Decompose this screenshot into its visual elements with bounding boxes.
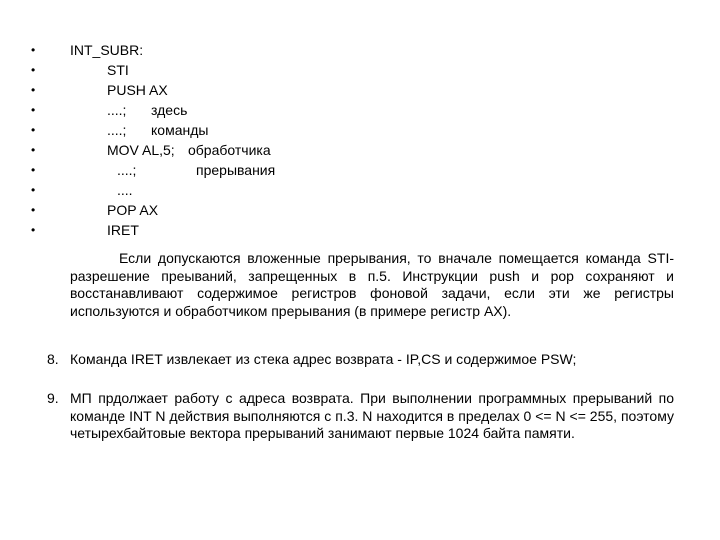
code-line bbox=[0, 40, 720, 60]
item-number: 9. bbox=[47, 390, 59, 406]
code-line bbox=[0, 100, 720, 120]
code-comment: команды bbox=[151, 122, 209, 138]
bullet-icon: • bbox=[31, 143, 36, 157]
code-comment: прерывания bbox=[196, 162, 276, 178]
bullet-icon: • bbox=[31, 43, 36, 57]
code-text: INT_SUBR: bbox=[70, 42, 144, 58]
code-text: ....; bbox=[107, 102, 127, 118]
code-text: ....; bbox=[107, 122, 127, 138]
code-comment: здесь bbox=[151, 102, 188, 118]
code-text: ....; bbox=[117, 162, 137, 178]
bullet-icon: • bbox=[31, 83, 36, 97]
code-comment: обработчика bbox=[188, 142, 271, 158]
code-text: MOV AL,5; bbox=[107, 142, 175, 158]
code-line bbox=[0, 180, 720, 200]
code-line bbox=[0, 60, 720, 80]
bullet-icon: • bbox=[31, 163, 36, 177]
code-text: PUSH AX bbox=[107, 82, 168, 98]
paragraph-iret: Команда IRET извлекает из стека адрес возврата - IP,CS и содержимое PSW; bbox=[70, 351, 577, 367]
code-text: STI bbox=[107, 62, 129, 78]
item-number: 8. bbox=[47, 351, 59, 367]
bullet-icon: • bbox=[31, 183, 36, 197]
code-line bbox=[0, 120, 720, 140]
code-line bbox=[0, 140, 720, 160]
paragraph-nested-interrupts: Если допускаются вложенные прерывания, то вначале помещается команда STI- разрешение преываний, запрещенных в п.5. Инструкции push и pop сохраняют и восстанавливают содержимое регистров фоновой задачи, если эти же регистры используются и обработчиком прерывания (в примере регистр AX). bbox=[70, 250, 674, 319]
bullet-icon: • bbox=[31, 203, 36, 217]
code-line bbox=[0, 80, 720, 100]
code-text: POP AX bbox=[107, 202, 159, 218]
code-listing bbox=[0, 40, 720, 240]
bullet-icon: • bbox=[31, 123, 36, 137]
paragraph-return: МП прдолжает работу с адреса возврата. При выполнении программных прерываний по команде INT N действия выполняются с п.3. N находится в пределах 0 <= N <= 255, поэтому четырехбайтовые вектора прерываний занимают первые 1024 байта памяти. bbox=[70, 390, 674, 442]
code-line bbox=[0, 160, 720, 180]
code-text: .... bbox=[117, 182, 133, 198]
code-text: IRET bbox=[107, 222, 139, 238]
bullet-icon: • bbox=[31, 223, 36, 237]
code-line bbox=[0, 220, 720, 240]
bullet-icon: • bbox=[31, 63, 36, 77]
code-line bbox=[0, 200, 720, 220]
bullet-icon: • bbox=[31, 103, 36, 117]
